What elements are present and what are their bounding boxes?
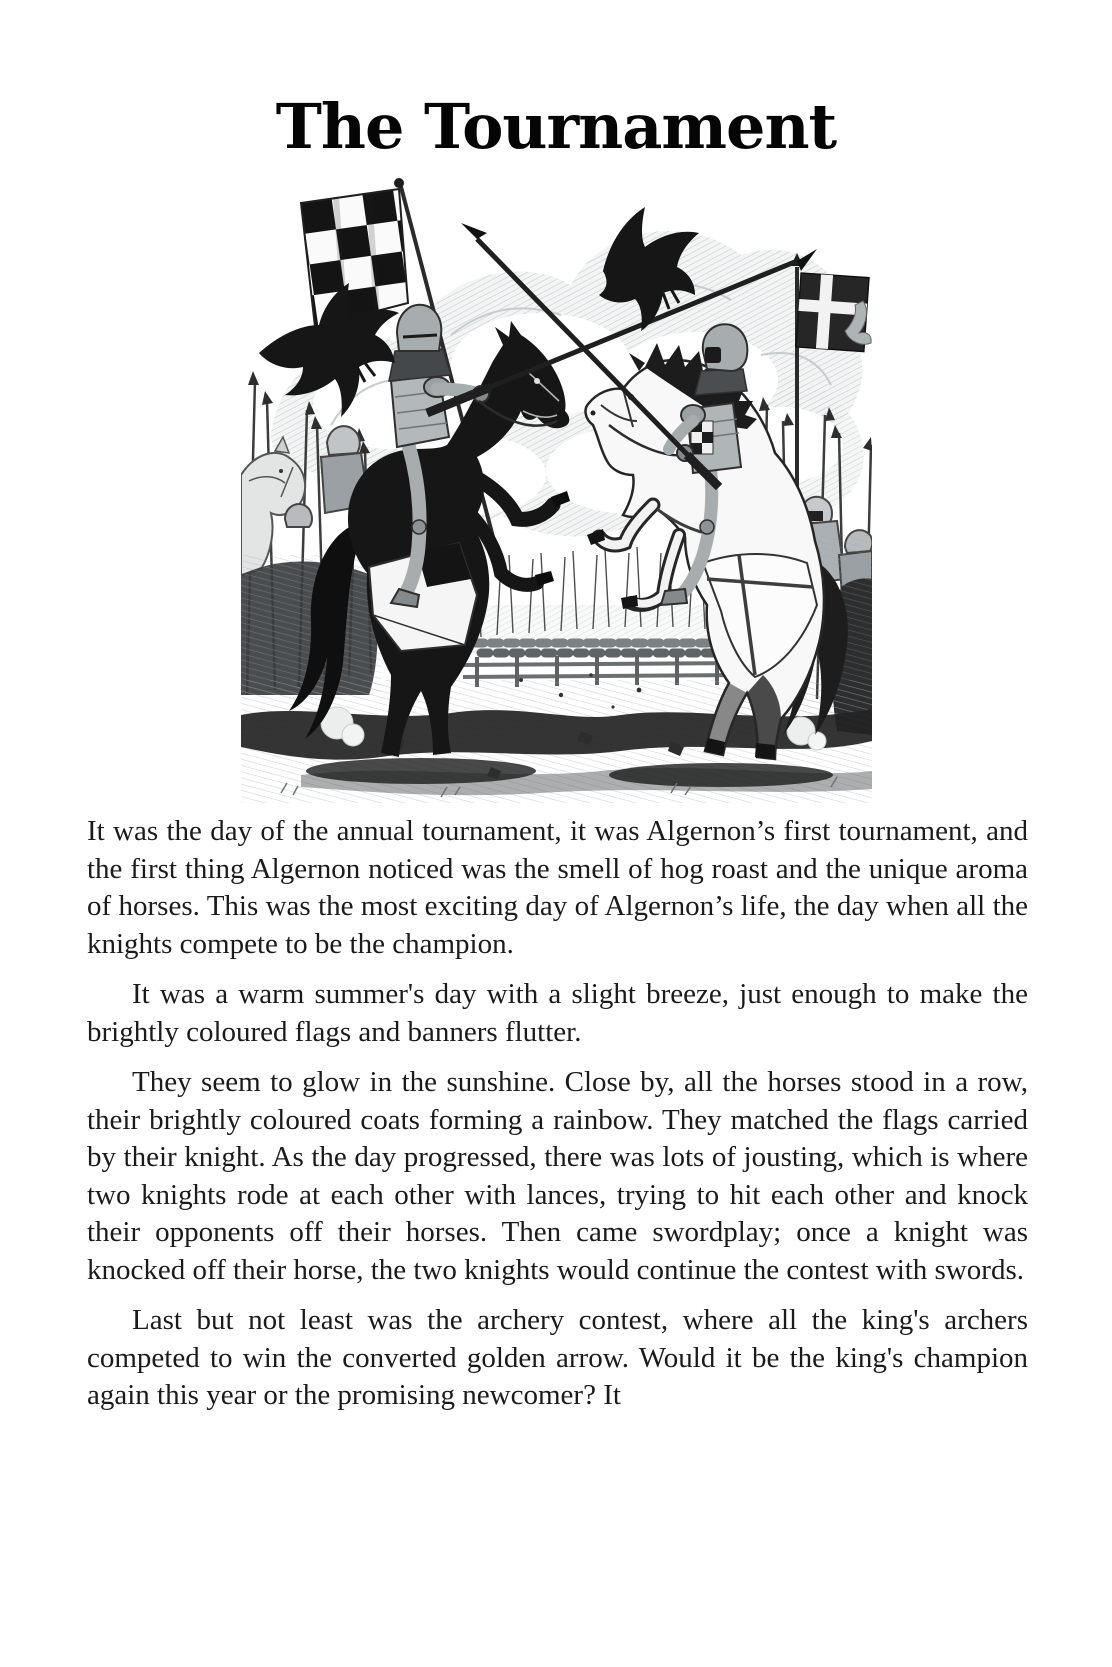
paragraph-2: It was a warm summer's day with a slight breeze, just enough to make the brightly coloured flags and banners flutter. <box>87 978 1028 1048</box>
paragraph-1: It was the day of the annual tournament, it was Algernon’s first tournament, and the first thing Algernon noticed was the smell of hog roast and the unique aroma of horses. This was the most exciting day of Algernon’s life, the day when all the knights compete to be the champion. <box>87 815 1028 960</box>
story-text <box>87 813 1028 1415</box>
page-title: The Tournament <box>275 90 837 163</box>
paragraph-4: Last but not least was the archery contest, where all the king's archers competed to win the converted golden arrow. Would it be the king's champion again this year or the promising newcomer? It <box>87 1304 1028 1412</box>
paragraph-3: They seem to glow in the sunshine. Close by, all the horses stood in a row, their brightly coloured coats forming a rainbow. They matched the flags carried by their knight. As the day progressed, there was lots of jousting, which is where two knights rode at each other with lances, trying to hit each other and knock their opponents off their horses. Then came swordplay; once a knight was knocked off their horse, the two knights would continue the contest with swords. <box>87 1066 1028 1286</box>
tournament-illustration <box>241 175 872 803</box>
illustration <box>241 175 872 803</box>
